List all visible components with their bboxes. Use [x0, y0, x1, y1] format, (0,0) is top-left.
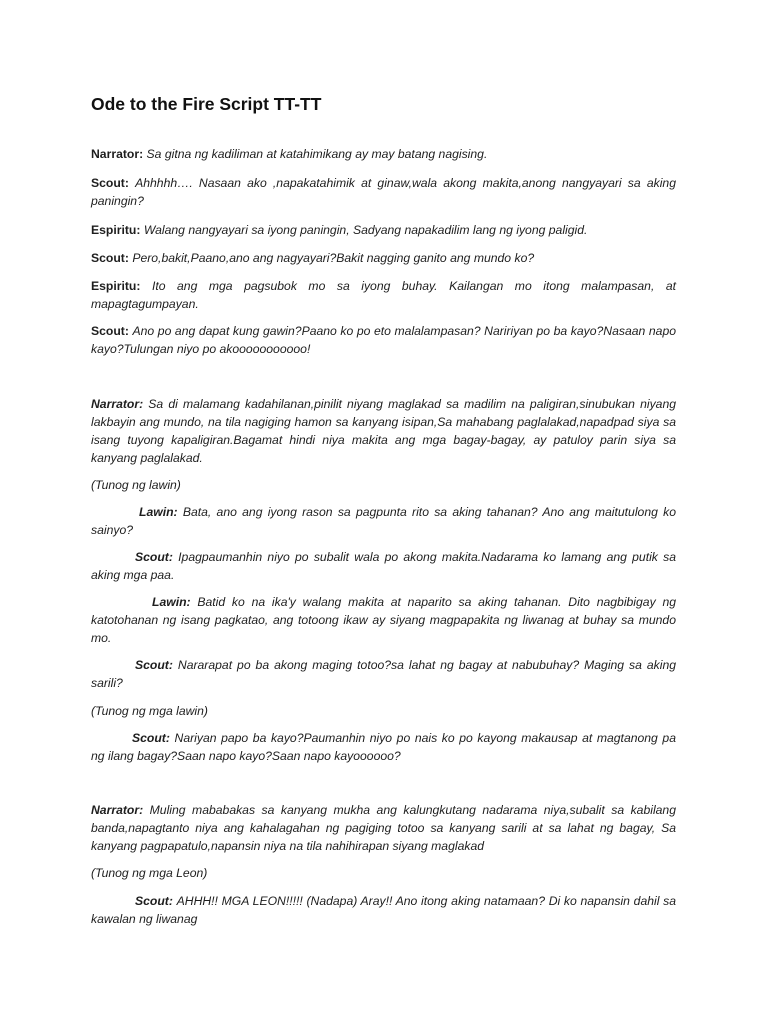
- script-line: [91, 249, 676, 267]
- speaker-label: Scout:: [91, 176, 129, 190]
- stage-direction: [91, 864, 676, 882]
- speaker-label: Scout:: [135, 894, 173, 908]
- speaker-label: Lawin:: [139, 505, 178, 519]
- dialogue-text: Muling mababakas sa kanyang mukha ang kalungkutang nadarama niya,subalit sa kabilang banda,napagtanto niya ang kahalagahan ng pagiging totoo sa kanyang sarili at sa lahat ng bagay, Sa kanyang pagpapatulo,napansin niya na tila nahihirapan siyang maglakad: [91, 803, 676, 853]
- script-line: [91, 503, 676, 539]
- speaker-label: Narrator:: [91, 803, 144, 817]
- script-line: [91, 322, 676, 358]
- script-line: [91, 548, 676, 584]
- speaker-label: Scout:: [135, 658, 173, 672]
- script-line: [91, 395, 676, 467]
- speaker-label: Scout:: [132, 731, 170, 745]
- stage-direction: [91, 476, 676, 494]
- dialogue-text: Ipagpaumanhin niyo po subalit wala po akong makita.Nadarama ko lamang ang putik sa aking mga paa.: [91, 550, 676, 582]
- speaker-label: Scout:: [135, 550, 173, 564]
- script-line: [91, 892, 676, 928]
- stage-direction-text: (Tunog ng lawin): [91, 478, 181, 492]
- speaker-label: Scout:: [91, 324, 129, 338]
- script-line: [91, 145, 676, 163]
- dialogue-text: Nariyan papo ba kayo?Paumanhin niyo po nais ko po kayong makausap at magtanong pa ng ilang bagay?Saan napo kayo?Saan napo kayoooooo?: [91, 731, 676, 763]
- dialogue-text: Pero,bakit,Paano,ano ang nagyayari?Bakit nagging ganito ang mundo ko?: [132, 251, 535, 265]
- dialogue-text: Sa di malamang kadahilanan,pinilit niyang maglakad sa madilim na paligiran,sinubukan niyang lakbayin ang mundo, na tila nagiging hamon sa kanyang isipan,Sa mahabang paglalakad,napadpad siya sa isang tuyong kapaligiran.Bagamat hindi niya makita ang mga bagay-bagay, ay patuloy parin siya sa kanyang paglalakad.: [91, 397, 676, 465]
- script-line: [91, 656, 676, 692]
- dialogue-text: Walang nangyayari sa iyong paningin, Sadyang napakadilim lang ng iyong paligid.: [143, 223, 588, 237]
- dialogue-text: Nararapat po ba akong maging totoo?sa lahat ng bagay at nabubuhay? Maging sa aking sarili?: [91, 658, 676, 690]
- speaker-label: Narrator:: [91, 397, 144, 411]
- stage-direction: [91, 702, 676, 720]
- script-line: [91, 729, 676, 765]
- speaker-label: Lawin:: [152, 595, 191, 609]
- dialogue-text: AHHH!! MGA LEON!!!!! (Nadapa) Aray!! Ano itong aking natamaan? Di ko napansin dahil sa kawalan ng liwanag: [91, 894, 676, 926]
- script-line: [91, 801, 676, 855]
- dialogue-text: Ahhhhh…. Nasaan ako ,napakatahimik at ginaw,wala akong makita,anong nangyayari sa aking paningin?: [91, 176, 676, 208]
- dialogue-text: Batid ko na ika'y walang makita at naparito sa aking tahanan. Dito nagbibigay ng katotohanan ng isang pagkatao, ang totoong ikaw ay siyang magpapakita ng liwanag at buhay sa mundo mo.: [91, 595, 676, 645]
- speaker-label: Espiritu:: [91, 279, 141, 293]
- dialogue-text: Bata, ano ang iyong rason sa pagpunta rito sa aking tahanan? Ano ang maitutulong ko sainyo?: [91, 505, 676, 537]
- stage-direction-text: (Tunog ng mga Leon): [91, 866, 208, 880]
- script-line: [91, 593, 676, 647]
- dialogue-text: Ano po ang dapat kung gawin?Paano ko po eto malalampasan? Naririyan po ba kayo?Nasaan napo kayo?Tulungan niyo po akooooooooooo!: [91, 324, 676, 356]
- dialogue-text: Ito ang mga pagsubok mo sa iyong buhay. Kailangan mo itong malampasan, at mapagtagumpayan.: [91, 279, 676, 311]
- dialogue-text: Sa gitna ng kadiliman at katahimikang ay may batang nagising.: [146, 147, 488, 161]
- script-line: [91, 174, 676, 210]
- document-title: Ode to the Fire Script TT-TT: [91, 94, 322, 114]
- stage-direction-text: (Tunog ng mga lawin): [91, 704, 208, 718]
- script-line: [91, 277, 676, 313]
- speaker-label: Scout:: [91, 251, 129, 265]
- speaker-label: Narrator:: [91, 147, 144, 161]
- script-line: [91, 221, 676, 239]
- speaker-label: Espiritu:: [91, 223, 141, 237]
